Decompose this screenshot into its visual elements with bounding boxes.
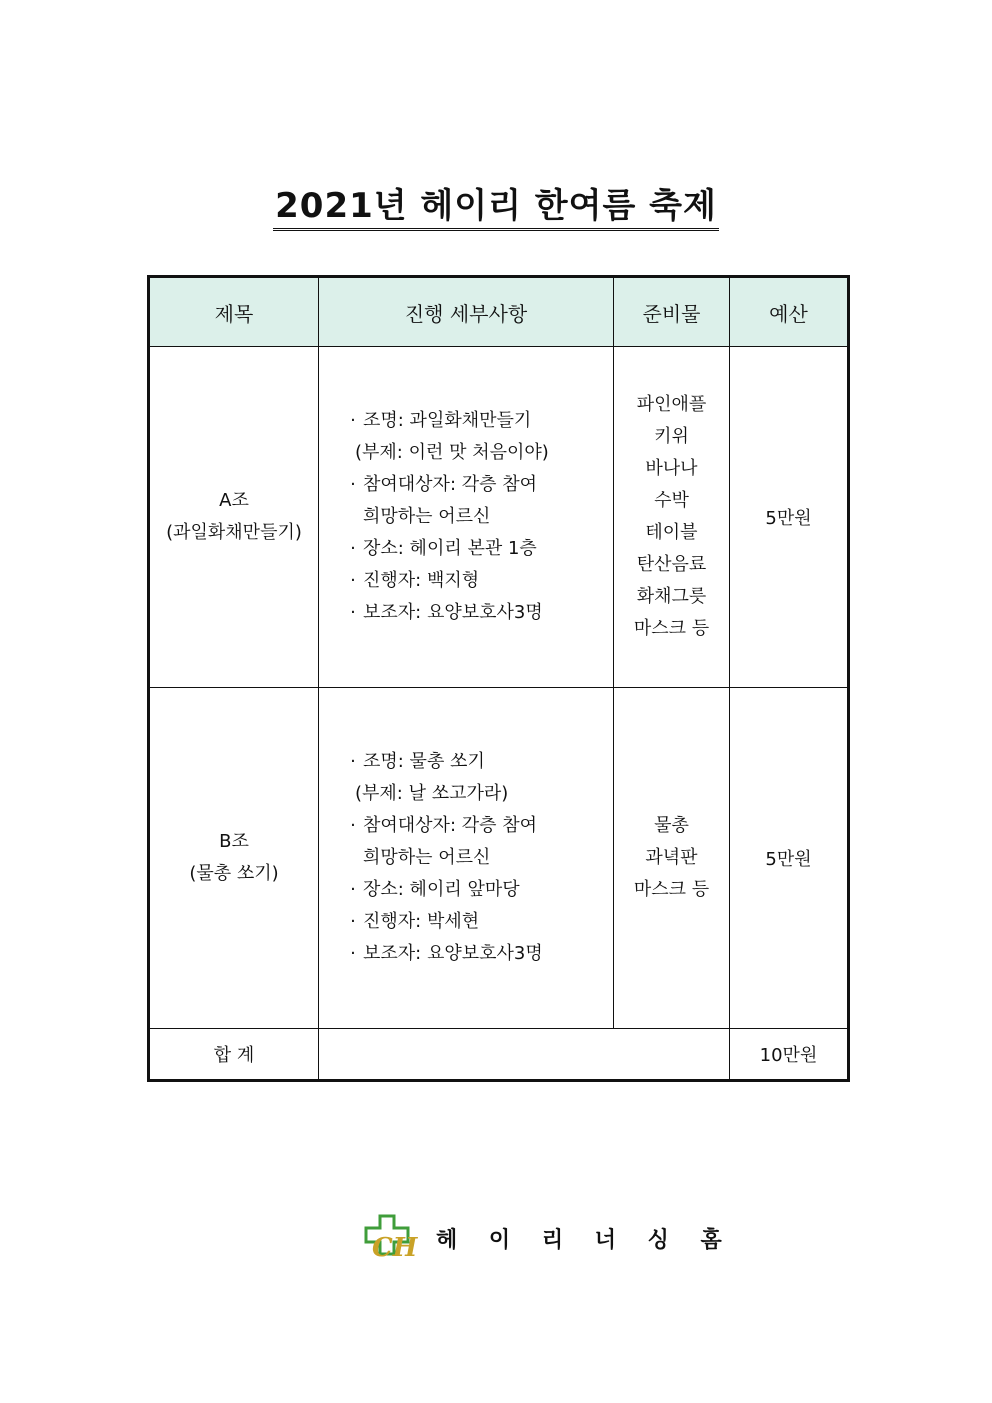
row-b-budget: 5만원 bbox=[730, 688, 849, 1029]
detail-item: · 조명: 물총 쏘기 bbox=[343, 746, 613, 778]
supply-item: 화채그릇 bbox=[636, 586, 707, 607]
org-name: 헤 이 리 너 싱 홈 bbox=[436, 1227, 734, 1253]
row-b-supplies bbox=[614, 688, 730, 1029]
supply-item: 물총 bbox=[654, 815, 689, 836]
detail-item: · 참여대상자: 각층 참여 bbox=[343, 469, 613, 501]
supply-item: 바나나 bbox=[645, 458, 698, 479]
bullet-icon: · bbox=[350, 538, 356, 559]
nursing-home-logo-icon bbox=[362, 1212, 426, 1264]
row-a-details bbox=[319, 347, 614, 688]
row-a-supplies bbox=[614, 347, 730, 688]
header-budget: 예산 bbox=[730, 277, 849, 347]
table-header-row bbox=[149, 277, 849, 347]
supply-item: 수박 bbox=[654, 490, 689, 511]
supply-item: 테이블 bbox=[645, 522, 698, 543]
detail-item: (부제: 날 쏘고가라) bbox=[355, 783, 509, 804]
row-a-budget: 5만원 bbox=[730, 347, 849, 688]
bullet-icon: · bbox=[350, 474, 356, 495]
page-title-text: 2021년 헤이리 한여름 축제 bbox=[273, 186, 719, 231]
table-row-b bbox=[149, 688, 849, 1029]
detail-item: 희망하는 어르신 bbox=[363, 506, 491, 527]
bullet-icon: · bbox=[350, 410, 356, 431]
header-supplies: 준비물 bbox=[614, 277, 730, 347]
header-details: 진행 세부사항 bbox=[319, 277, 614, 347]
row-a-activity: (과일화채만들기) bbox=[166, 522, 302, 543]
bullet-icon: · bbox=[350, 943, 356, 964]
bullet-icon: · bbox=[350, 570, 356, 591]
supply-item: 마스크 등 bbox=[633, 879, 710, 900]
detail-item: · 보조자: 요양보호사3명 bbox=[343, 938, 613, 970]
bullet-icon: · bbox=[350, 602, 356, 623]
row-b-group: B조 bbox=[219, 831, 249, 852]
supply-item: 탄산음료 bbox=[636, 554, 707, 575]
supply-item: 과녁판 bbox=[645, 847, 698, 868]
festival-table bbox=[147, 275, 850, 1082]
row-b-activity: (물총 쏘기) bbox=[189, 863, 279, 884]
row-b-title bbox=[149, 688, 319, 1029]
row-b-details bbox=[319, 688, 614, 1029]
table-row-a bbox=[149, 347, 849, 688]
page-title bbox=[0, 186, 992, 231]
bullet-icon: · bbox=[350, 751, 356, 772]
detail-item: · 참여대상자: 각층 참여 bbox=[343, 810, 613, 842]
row-a-title bbox=[149, 347, 319, 688]
detail-item: · 진행자: 백지형 bbox=[343, 565, 613, 597]
row-a-group: A조 bbox=[219, 490, 249, 511]
bullet-icon: · bbox=[350, 879, 356, 900]
detail-item: · 장소: 헤이리 본관 1층 bbox=[343, 533, 613, 565]
detail-item: · 보조자: 요양보호사3명 bbox=[343, 597, 613, 629]
detail-item: · 조명: 과일화채만들기 bbox=[343, 405, 613, 437]
bullet-icon: · bbox=[350, 815, 356, 836]
detail-item: · 장소: 헤이리 앞마당 bbox=[343, 874, 613, 906]
supply-item: 키위 bbox=[654, 426, 689, 447]
detail-item: (부제: 이런 맛 처음이야) bbox=[355, 442, 549, 463]
detail-item: · 진행자: 박세현 bbox=[343, 906, 613, 938]
total-empty-cell bbox=[319, 1029, 730, 1081]
table-total-row bbox=[149, 1029, 849, 1081]
total-label: 합 계 bbox=[149, 1029, 319, 1081]
bullet-icon: · bbox=[350, 911, 356, 932]
logo-text: CH bbox=[372, 1233, 418, 1263]
header-title: 제목 bbox=[149, 277, 319, 347]
supply-item: 파인애플 bbox=[636, 394, 707, 415]
supply-item: 마스크 등 bbox=[633, 618, 710, 639]
detail-item: 희망하는 어르신 bbox=[363, 847, 491, 868]
footer bbox=[362, 1212, 734, 1264]
total-value: 10만원 bbox=[730, 1029, 849, 1081]
